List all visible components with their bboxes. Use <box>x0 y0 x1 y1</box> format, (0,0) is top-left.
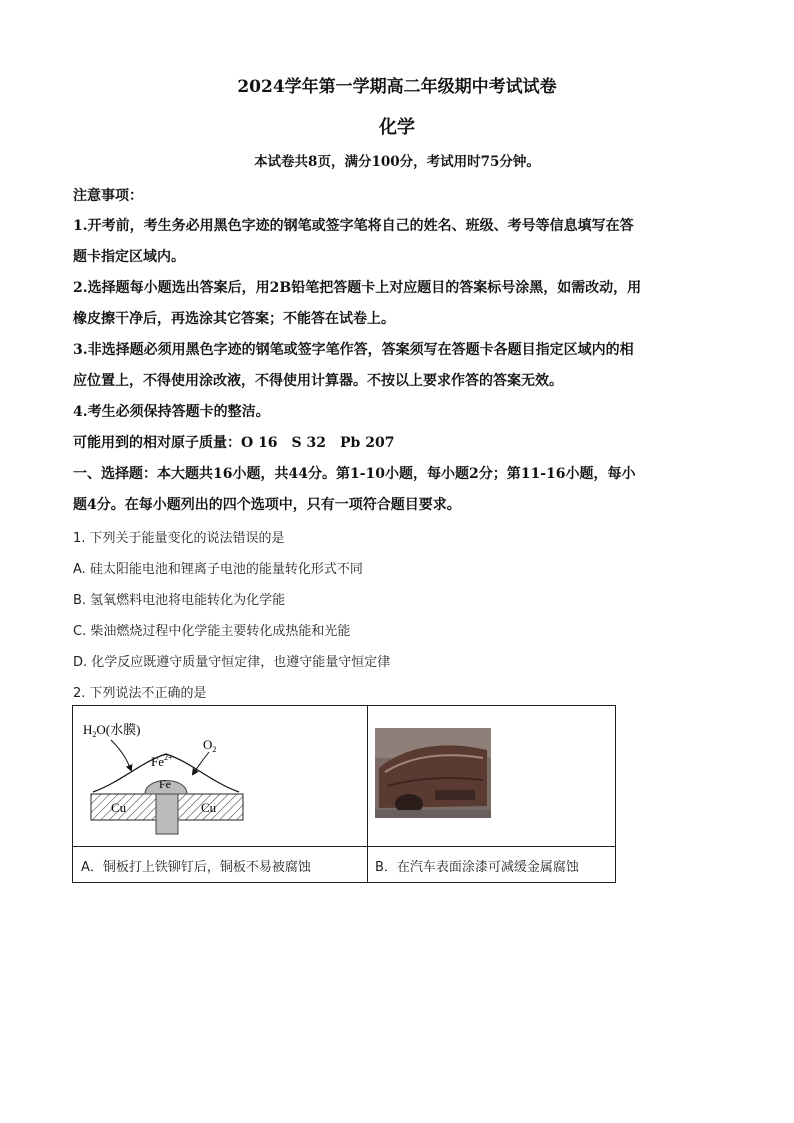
table-divider <box>73 846 615 847</box>
question-1-stem: 1. 下列关于能量变化的说法错误的是 <box>73 531 285 546</box>
section-heading: 题4分。在每小题列出的四个选项中，只有一项符合题目要求。 <box>73 497 461 513</box>
notice-line: 1.开考前，考生务必用黑色字迹的钢笔或签字笔将自己的姓名、班级、考号等信息填写在答 <box>73 218 634 234</box>
atomic-mass-line: 可能用到的相对原子质量：O 16 S 32 Pb 207 <box>73 435 395 451</box>
notice-line: 应位置上，不得使用涂改液，不得使用计算器。不按以上要求作答的答案无效。 <box>73 373 563 389</box>
oxygen-label: $O_2$ <box>203 737 217 754</box>
table-divider <box>367 706 368 882</box>
cu-left-label: Cu <box>111 800 127 815</box>
question-2-option-a: A．铜板打上铁铆钉后，铜板不易被腐蚀 <box>81 860 311 875</box>
notice-line: 4.考生必须保持答题卡的整洁。 <box>73 404 270 420</box>
corrosion-diagram <box>81 712 251 838</box>
exam-title: 2024学年第一学期高二年级期中考试试卷 <box>237 77 557 97</box>
question-1-option-c: C. 柴油燃烧过程中化学能主要转化成热能和光能 <box>73 624 351 639</box>
notice-line: 2.选择题每小题选出答案后，用2B铅笔把答题卡上对应题目的答案标号涂黑，如需改动，用 <box>73 280 642 296</box>
question-2-stem: 2. 下列说法不正确的是 <box>73 686 207 701</box>
oxygen-arrow <box>193 752 209 774</box>
water-film-label: $H_2O$(水膜) <box>83 722 141 739</box>
water-arrow <box>111 740 131 770</box>
rivet-shank <box>156 794 178 834</box>
car-photo <box>375 728 491 818</box>
question-1-option-b: B. 氢氧燃料电池将电能转化为化学能 <box>73 593 286 608</box>
subject-title: 化学 <box>379 117 415 138</box>
exam-info: 本试卷共8页，满分100分，考试用时75分钟。 <box>254 154 540 170</box>
question-2-table <box>72 705 616 883</box>
fe-ion-label: $Fe^{2+}$ <box>151 753 173 769</box>
fe-label: Fe <box>159 777 171 791</box>
question-1-option-d: D. 化学反应既遵守质量守恒定律，也遵守能量守恒定律 <box>73 655 391 670</box>
notice-line: 3.非选择题必须用黑色字迹的钢笔或签字笔作答，答案须写在答题卡各题目指定区域内的相 <box>73 342 634 358</box>
question-1-option-a: A. 硅太阳能电池和锂离子电池的能量转化形式不同 <box>73 562 363 577</box>
section-heading: 一、选择题：本大题共16小题，共44分。第1-10小题，每小题2分；第11-16小题，每小 <box>73 466 636 482</box>
notice-heading: 注意事项： <box>73 188 143 204</box>
cu-right-label: Cu <box>201 800 217 815</box>
question-2-option-b: B．在汽车表面涂漆可减缓金属腐蚀 <box>375 860 579 875</box>
notice-line: 橡皮擦干净后，再选涂其它答案；不能答在试卷上。 <box>73 311 395 327</box>
notice-line: 题卡指定区域内。 <box>73 249 185 265</box>
